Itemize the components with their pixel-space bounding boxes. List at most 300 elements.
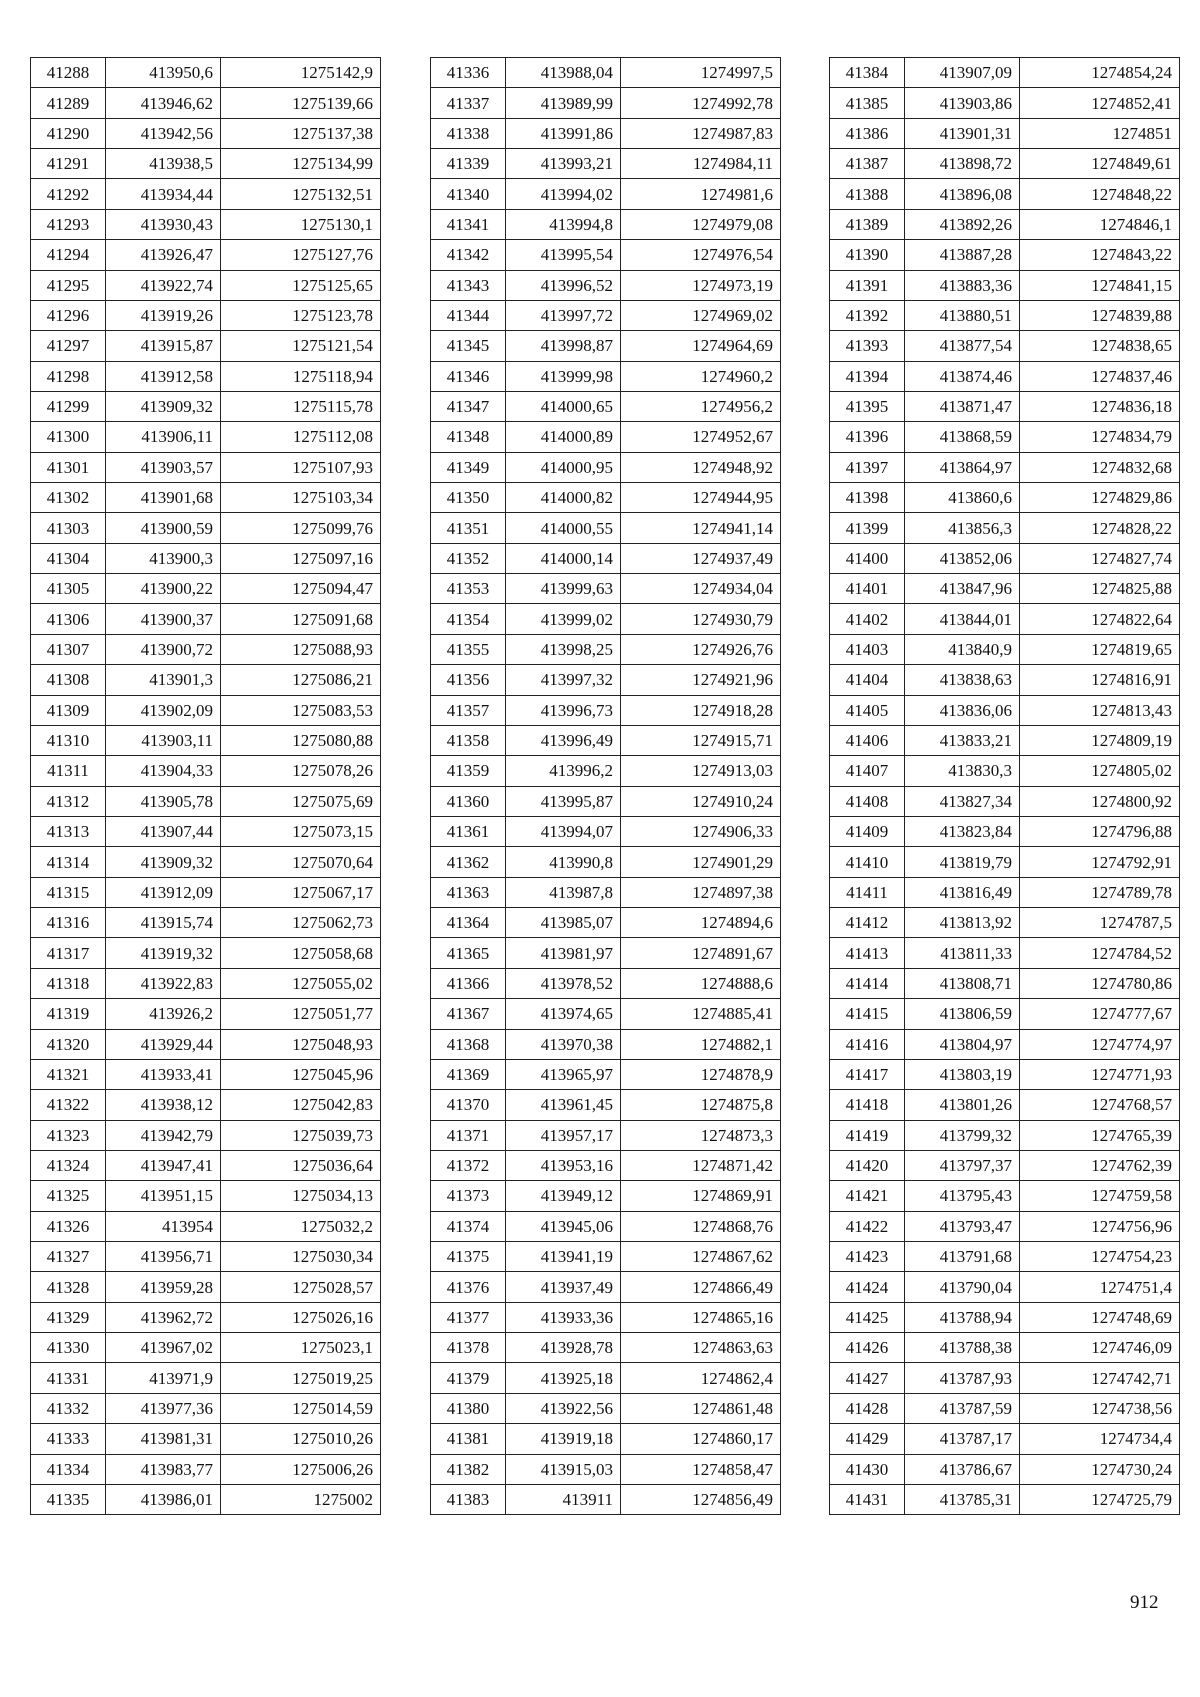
x-coordinate-cell: 413949,12 xyxy=(506,1181,621,1211)
y-coordinate-cell: 1274825,88 xyxy=(1020,574,1180,604)
point-id-cell: 41289 xyxy=(31,88,106,118)
y-coordinate-cell: 1274751,4 xyxy=(1020,1272,1180,1302)
table-row xyxy=(431,1333,781,1363)
point-id-cell: 41352 xyxy=(431,543,506,573)
point-id-cell: 41422 xyxy=(830,1211,905,1241)
y-coordinate-cell: 1275142,9 xyxy=(221,58,381,88)
table-row xyxy=(31,1272,381,1302)
x-coordinate-cell: 413922,83 xyxy=(106,968,221,998)
table-row xyxy=(431,300,781,330)
point-id-cell: 41299 xyxy=(31,391,106,421)
point-id-cell: 41423 xyxy=(830,1242,905,1272)
x-coordinate-cell: 413907,09 xyxy=(905,58,1020,88)
x-coordinate-cell: 413997,32 xyxy=(506,665,621,695)
y-coordinate-cell: 1274748,69 xyxy=(1020,1302,1180,1332)
y-coordinate-cell: 1274834,79 xyxy=(1020,422,1180,452)
table-row xyxy=(830,118,1180,148)
y-coordinate-cell: 1274921,96 xyxy=(621,665,781,695)
point-id-cell: 41330 xyxy=(31,1333,106,1363)
table-row xyxy=(31,240,381,270)
x-coordinate-cell: 413856,3 xyxy=(905,513,1020,543)
y-coordinate-cell: 1274852,41 xyxy=(1020,88,1180,118)
table-row xyxy=(31,786,381,816)
point-id-cell: 41366 xyxy=(431,968,506,998)
y-coordinate-cell: 1274777,67 xyxy=(1020,999,1180,1029)
table-row xyxy=(31,391,381,421)
table-row xyxy=(31,999,381,1029)
x-coordinate-cell: 413922,74 xyxy=(106,270,221,300)
table-row xyxy=(431,816,781,846)
table-row xyxy=(31,452,381,482)
table-row xyxy=(31,1333,381,1363)
point-id-cell: 41406 xyxy=(830,725,905,755)
point-id-cell: 41362 xyxy=(431,847,506,877)
y-coordinate-cell: 1275097,16 xyxy=(221,543,381,573)
table-row xyxy=(31,908,381,938)
point-id-cell: 41302 xyxy=(31,483,106,513)
table-row xyxy=(830,1242,1180,1272)
x-coordinate-cell: 413942,79 xyxy=(106,1120,221,1150)
x-coordinate-cell: 413933,41 xyxy=(106,1059,221,1089)
x-coordinate-cell: 413898,72 xyxy=(905,149,1020,179)
y-coordinate-cell: 1274868,76 xyxy=(621,1211,781,1241)
y-coordinate-cell: 1275088,93 xyxy=(221,634,381,664)
point-id-cell: 41381 xyxy=(431,1424,506,1454)
point-id-cell: 41361 xyxy=(431,816,506,846)
point-id-cell: 41401 xyxy=(830,574,905,604)
x-coordinate-cell: 413901,3 xyxy=(106,665,221,695)
table-row xyxy=(830,1424,1180,1454)
y-coordinate-cell: 1274838,65 xyxy=(1020,331,1180,361)
x-coordinate-cell: 413813,92 xyxy=(905,908,1020,938)
y-coordinate-cell: 1275014,59 xyxy=(221,1393,381,1423)
x-coordinate-cell: 413790,04 xyxy=(905,1272,1020,1302)
table-row xyxy=(830,1363,1180,1393)
x-coordinate-cell: 413880,51 xyxy=(905,300,1020,330)
point-id-cell: 41322 xyxy=(31,1090,106,1120)
x-coordinate-cell: 413974,65 xyxy=(506,999,621,1029)
x-coordinate-cell: 413860,6 xyxy=(905,483,1020,513)
table-row xyxy=(31,574,381,604)
table-body xyxy=(431,58,781,1515)
y-coordinate-cell: 1275103,34 xyxy=(221,483,381,513)
coordinate-table-2 xyxy=(430,57,781,1515)
point-id-cell: 41328 xyxy=(31,1272,106,1302)
x-coordinate-cell: 413991,86 xyxy=(506,118,621,148)
y-coordinate-cell: 1274800,92 xyxy=(1020,786,1180,816)
table-row xyxy=(31,847,381,877)
y-coordinate-cell: 1275132,51 xyxy=(221,179,381,209)
point-id-cell: 41388 xyxy=(830,179,905,209)
y-coordinate-cell: 1274774,97 xyxy=(1020,1029,1180,1059)
point-id-cell: 41325 xyxy=(31,1181,106,1211)
y-coordinate-cell: 1274819,65 xyxy=(1020,634,1180,664)
point-id-cell: 41373 xyxy=(431,1181,506,1211)
x-coordinate-cell: 413806,59 xyxy=(905,999,1020,1029)
table-row xyxy=(830,938,1180,968)
table-row xyxy=(830,452,1180,482)
point-id-cell: 41311 xyxy=(31,756,106,786)
y-coordinate-cell: 1274885,41 xyxy=(621,999,781,1029)
table-row xyxy=(431,331,781,361)
x-coordinate-cell: 413926,2 xyxy=(106,999,221,1029)
table-row xyxy=(830,1393,1180,1423)
y-coordinate-cell: 1274997,5 xyxy=(621,58,781,88)
point-id-cell: 41306 xyxy=(31,604,106,634)
x-coordinate-cell: 413903,86 xyxy=(905,88,1020,118)
point-id-cell: 41340 xyxy=(431,179,506,209)
table-row xyxy=(830,270,1180,300)
y-coordinate-cell: 1275073,15 xyxy=(221,816,381,846)
point-id-cell: 41310 xyxy=(31,725,106,755)
x-coordinate-cell: 413929,44 xyxy=(106,1029,221,1059)
table-row xyxy=(31,179,381,209)
point-id-cell: 41403 xyxy=(830,634,905,664)
point-id-cell: 41414 xyxy=(830,968,905,998)
table-row xyxy=(830,968,1180,998)
y-coordinate-cell: 1274828,22 xyxy=(1020,513,1180,543)
y-coordinate-cell: 1274809,19 xyxy=(1020,725,1180,755)
point-id-cell: 41329 xyxy=(31,1302,106,1332)
x-coordinate-cell: 413909,32 xyxy=(106,847,221,877)
point-id-cell: 41291 xyxy=(31,149,106,179)
y-coordinate-cell: 1274891,67 xyxy=(621,938,781,968)
y-coordinate-cell: 1275137,38 xyxy=(221,118,381,148)
y-coordinate-cell: 1274734,4 xyxy=(1020,1424,1180,1454)
y-coordinate-cell: 1274780,86 xyxy=(1020,968,1180,998)
x-coordinate-cell: 413903,57 xyxy=(106,452,221,482)
x-coordinate-cell: 413983,77 xyxy=(106,1454,221,1484)
point-id-cell: 41399 xyxy=(830,513,905,543)
table-row xyxy=(830,1059,1180,1089)
y-coordinate-cell: 1274878,9 xyxy=(621,1059,781,1089)
point-id-cell: 41353 xyxy=(431,574,506,604)
y-coordinate-cell: 1274913,03 xyxy=(621,756,781,786)
y-coordinate-cell: 1275118,94 xyxy=(221,361,381,391)
x-coordinate-cell: 413827,34 xyxy=(905,786,1020,816)
table-row xyxy=(431,1363,781,1393)
table-row xyxy=(830,1120,1180,1150)
x-coordinate-cell: 413977,36 xyxy=(106,1393,221,1423)
point-id-cell: 41378 xyxy=(431,1333,506,1363)
table-row xyxy=(431,1454,781,1484)
point-id-cell: 41332 xyxy=(31,1393,106,1423)
table-row xyxy=(431,422,781,452)
table-row xyxy=(31,543,381,573)
y-coordinate-cell: 1274771,93 xyxy=(1020,1059,1180,1089)
point-id-cell: 41318 xyxy=(31,968,106,998)
y-coordinate-cell: 1274796,88 xyxy=(1020,816,1180,846)
x-coordinate-cell: 413915,87 xyxy=(106,331,221,361)
y-coordinate-cell: 1275067,17 xyxy=(221,877,381,907)
x-coordinate-cell: 413919,18 xyxy=(506,1424,621,1454)
table-row xyxy=(31,1393,381,1423)
x-coordinate-cell: 413804,97 xyxy=(905,1029,1020,1059)
x-coordinate-cell: 413919,26 xyxy=(106,300,221,330)
y-coordinate-cell: 1274851 xyxy=(1020,118,1180,148)
point-id-cell: 41375 xyxy=(431,1242,506,1272)
x-coordinate-cell: 413808,71 xyxy=(905,968,1020,998)
table-row xyxy=(31,1424,381,1454)
y-coordinate-cell: 1274784,52 xyxy=(1020,938,1180,968)
point-id-cell: 41424 xyxy=(830,1272,905,1302)
table-row xyxy=(431,695,781,725)
y-coordinate-cell: 1274973,19 xyxy=(621,270,781,300)
x-coordinate-cell: 413887,28 xyxy=(905,240,1020,270)
y-coordinate-cell: 1275086,21 xyxy=(221,665,381,695)
point-id-cell: 41426 xyxy=(830,1333,905,1363)
y-coordinate-cell: 1275134,99 xyxy=(221,149,381,179)
x-coordinate-cell: 413919,32 xyxy=(106,938,221,968)
table-row xyxy=(31,938,381,968)
table-row xyxy=(830,665,1180,695)
x-coordinate-cell: 413787,59 xyxy=(905,1393,1020,1423)
x-coordinate-cell: 413993,21 xyxy=(506,149,621,179)
table-row xyxy=(431,179,781,209)
x-coordinate-cell: 413902,09 xyxy=(106,695,221,725)
y-coordinate-cell: 1274848,22 xyxy=(1020,179,1180,209)
table-row xyxy=(31,1211,381,1241)
x-coordinate-cell: 413900,3 xyxy=(106,543,221,573)
y-coordinate-cell: 1274926,76 xyxy=(621,634,781,664)
point-id-cell: 41398 xyxy=(830,483,905,513)
table-row xyxy=(830,391,1180,421)
y-coordinate-cell: 1274862,4 xyxy=(621,1363,781,1393)
table-row xyxy=(431,968,781,998)
x-coordinate-cell: 414000,55 xyxy=(506,513,621,543)
point-id-cell: 41290 xyxy=(31,118,106,148)
point-id-cell: 41372 xyxy=(431,1150,506,1180)
point-id-cell: 41367 xyxy=(431,999,506,1029)
table-body xyxy=(31,58,381,1515)
x-coordinate-cell: 413833,21 xyxy=(905,725,1020,755)
x-coordinate-cell: 413823,84 xyxy=(905,816,1020,846)
y-coordinate-cell: 1274875,8 xyxy=(621,1090,781,1120)
point-id-cell: 41324 xyxy=(31,1150,106,1180)
y-coordinate-cell: 1274934,04 xyxy=(621,574,781,604)
x-coordinate-cell: 413971,9 xyxy=(106,1363,221,1393)
x-coordinate-cell: 413995,87 xyxy=(506,786,621,816)
table-row xyxy=(830,604,1180,634)
y-coordinate-cell: 1274816,91 xyxy=(1020,665,1180,695)
y-coordinate-cell: 1274948,92 xyxy=(621,452,781,482)
point-id-cell: 41374 xyxy=(431,1211,506,1241)
x-coordinate-cell: 413995,54 xyxy=(506,240,621,270)
y-coordinate-cell: 1274762,39 xyxy=(1020,1150,1180,1180)
x-coordinate-cell: 413868,59 xyxy=(905,422,1020,452)
x-coordinate-cell: 413950,6 xyxy=(106,58,221,88)
point-id-cell: 41407 xyxy=(830,756,905,786)
point-id-cell: 41386 xyxy=(830,118,905,148)
x-coordinate-cell: 413985,07 xyxy=(506,908,621,938)
x-coordinate-cell: 413883,36 xyxy=(905,270,1020,300)
table-row xyxy=(830,513,1180,543)
x-coordinate-cell: 413967,02 xyxy=(106,1333,221,1363)
table-row xyxy=(31,1150,381,1180)
y-coordinate-cell: 1275030,34 xyxy=(221,1242,381,1272)
x-coordinate-cell: 413996,52 xyxy=(506,270,621,300)
point-id-cell: 41382 xyxy=(431,1454,506,1484)
point-id-cell: 41421 xyxy=(830,1181,905,1211)
y-coordinate-cell: 1274915,71 xyxy=(621,725,781,755)
x-coordinate-cell: 413953,16 xyxy=(506,1150,621,1180)
y-coordinate-cell: 1275123,78 xyxy=(221,300,381,330)
y-coordinate-cell: 1275112,08 xyxy=(221,422,381,452)
x-coordinate-cell: 413912,58 xyxy=(106,361,221,391)
y-coordinate-cell: 1274987,83 xyxy=(621,118,781,148)
y-coordinate-cell: 1274759,58 xyxy=(1020,1181,1180,1211)
y-coordinate-cell: 1275127,76 xyxy=(221,240,381,270)
table-row xyxy=(31,361,381,391)
y-coordinate-cell: 1274944,95 xyxy=(621,483,781,513)
point-id-cell: 41303 xyxy=(31,513,106,543)
y-coordinate-cell: 1274725,79 xyxy=(1020,1484,1180,1514)
x-coordinate-cell: 413900,72 xyxy=(106,634,221,664)
table-row xyxy=(31,1029,381,1059)
x-coordinate-cell: 413911 xyxy=(506,1484,621,1514)
point-id-cell: 41338 xyxy=(431,118,506,148)
point-id-cell: 41387 xyxy=(830,149,905,179)
point-id-cell: 41410 xyxy=(830,847,905,877)
point-id-cell: 41379 xyxy=(431,1363,506,1393)
x-coordinate-cell: 413811,33 xyxy=(905,938,1020,968)
table-row xyxy=(830,1090,1180,1120)
table-row xyxy=(830,331,1180,361)
point-id-cell: 41384 xyxy=(830,58,905,88)
table-row xyxy=(830,756,1180,786)
point-id-cell: 41377 xyxy=(431,1302,506,1332)
y-coordinate-cell: 1274992,78 xyxy=(621,88,781,118)
table-row xyxy=(431,483,781,513)
x-coordinate-cell: 413962,72 xyxy=(106,1302,221,1332)
table-row xyxy=(431,1302,781,1332)
x-coordinate-cell: 413994,02 xyxy=(506,179,621,209)
y-coordinate-cell: 1274836,18 xyxy=(1020,391,1180,421)
x-coordinate-cell: 413994,07 xyxy=(506,816,621,846)
y-coordinate-cell: 1274827,74 xyxy=(1020,543,1180,573)
x-coordinate-cell: 413998,87 xyxy=(506,331,621,361)
point-id-cell: 41428 xyxy=(830,1393,905,1423)
y-coordinate-cell: 1274839,88 xyxy=(1020,300,1180,330)
y-coordinate-cell: 1274937,49 xyxy=(621,543,781,573)
table-row xyxy=(31,1059,381,1089)
y-coordinate-cell: 1274822,64 xyxy=(1020,604,1180,634)
point-id-cell: 41331 xyxy=(31,1363,106,1393)
point-id-cell: 41409 xyxy=(830,816,905,846)
x-coordinate-cell: 413945,06 xyxy=(506,1211,621,1241)
point-id-cell: 41431 xyxy=(830,1484,905,1514)
point-id-cell: 41319 xyxy=(31,999,106,1029)
table-row xyxy=(31,483,381,513)
table-row xyxy=(431,209,781,239)
table-row xyxy=(31,1120,381,1150)
table-row xyxy=(31,695,381,725)
x-coordinate-cell: 413951,15 xyxy=(106,1181,221,1211)
point-id-cell: 41415 xyxy=(830,999,905,1029)
table-row xyxy=(431,391,781,421)
y-coordinate-cell: 1274918,28 xyxy=(621,695,781,725)
point-id-cell: 41296 xyxy=(31,300,106,330)
y-coordinate-cell: 1275062,73 xyxy=(221,908,381,938)
x-coordinate-cell: 413922,56 xyxy=(506,1393,621,1423)
table-row xyxy=(431,361,781,391)
y-coordinate-cell: 1274787,5 xyxy=(1020,908,1180,938)
y-coordinate-cell: 1274869,91 xyxy=(621,1181,781,1211)
point-id-cell: 41334 xyxy=(31,1454,106,1484)
table-row xyxy=(431,725,781,755)
x-coordinate-cell: 413999,02 xyxy=(506,604,621,634)
point-id-cell: 41385 xyxy=(830,88,905,118)
table-row xyxy=(431,1424,781,1454)
point-id-cell: 41402 xyxy=(830,604,905,634)
table-row xyxy=(31,422,381,452)
point-id-cell: 41349 xyxy=(431,452,506,482)
point-id-cell: 41346 xyxy=(431,361,506,391)
table-row xyxy=(431,240,781,270)
y-coordinate-cell: 1275002 xyxy=(221,1484,381,1514)
point-id-cell: 41429 xyxy=(830,1424,905,1454)
table-body xyxy=(830,58,1180,1515)
point-id-cell: 41365 xyxy=(431,938,506,968)
point-id-cell: 41395 xyxy=(830,391,905,421)
table-row xyxy=(431,118,781,148)
table-row xyxy=(31,665,381,695)
point-id-cell: 41380 xyxy=(431,1393,506,1423)
point-id-cell: 41370 xyxy=(431,1090,506,1120)
table-row xyxy=(431,1211,781,1241)
table-row xyxy=(431,149,781,179)
table-row xyxy=(830,695,1180,725)
x-coordinate-cell: 413998,25 xyxy=(506,634,621,664)
table-row xyxy=(31,513,381,543)
table-row xyxy=(830,1181,1180,1211)
x-coordinate-cell: 413904,33 xyxy=(106,756,221,786)
table-row xyxy=(830,149,1180,179)
x-coordinate-cell: 413987,8 xyxy=(506,877,621,907)
table-row xyxy=(431,756,781,786)
table-row xyxy=(431,634,781,664)
x-coordinate-cell: 413937,49 xyxy=(506,1272,621,1302)
x-coordinate-cell: 413795,43 xyxy=(905,1181,1020,1211)
x-coordinate-cell: 413957,17 xyxy=(506,1120,621,1150)
table-row xyxy=(830,999,1180,1029)
x-coordinate-cell: 413803,19 xyxy=(905,1059,1020,1089)
table-row xyxy=(431,543,781,573)
x-coordinate-cell: 413986,01 xyxy=(106,1484,221,1514)
table-row xyxy=(431,1272,781,1302)
point-id-cell: 41323 xyxy=(31,1120,106,1150)
x-coordinate-cell: 414000,95 xyxy=(506,452,621,482)
y-coordinate-cell: 1275055,02 xyxy=(221,968,381,998)
y-coordinate-cell: 1275051,77 xyxy=(221,999,381,1029)
y-coordinate-cell: 1275107,93 xyxy=(221,452,381,482)
y-coordinate-cell: 1274960,2 xyxy=(621,361,781,391)
x-coordinate-cell: 413947,41 xyxy=(106,1150,221,1180)
y-coordinate-cell: 1274832,68 xyxy=(1020,452,1180,482)
x-coordinate-cell: 413989,99 xyxy=(506,88,621,118)
table-row xyxy=(431,1181,781,1211)
x-coordinate-cell: 413901,68 xyxy=(106,483,221,513)
point-id-cell: 41292 xyxy=(31,179,106,209)
y-coordinate-cell: 1274901,29 xyxy=(621,847,781,877)
point-id-cell: 41308 xyxy=(31,665,106,695)
point-id-cell: 41294 xyxy=(31,240,106,270)
y-coordinate-cell: 1274952,67 xyxy=(621,422,781,452)
x-coordinate-cell: 413978,52 xyxy=(506,968,621,998)
x-coordinate-cell: 413965,97 xyxy=(506,1059,621,1089)
table-row xyxy=(431,908,781,938)
y-coordinate-cell: 1274941,14 xyxy=(621,513,781,543)
